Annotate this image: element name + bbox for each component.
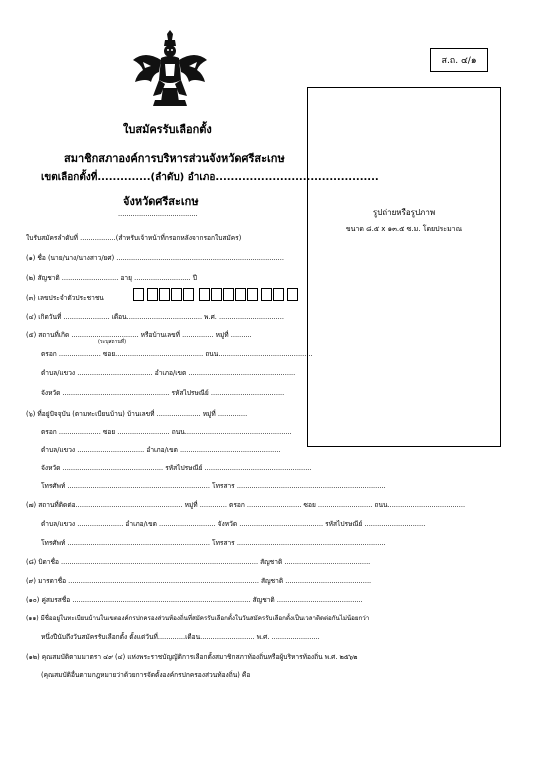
- field-name: (๑) ชื่อ (นาย/นาง/นางสาว/ยศ) ................................................................................: [26, 254, 284, 262]
- field-birthplace-province: จังหวัด ................................................... รหัสไปรษณีย์ ...................................: [41, 389, 285, 397]
- id-digit-boxes-5: [287, 288, 299, 301]
- form-code-box: [430, 48, 488, 72]
- form-code: ส.ถ. ๔/๑: [441, 56, 477, 66]
- province-dots: ......................................: [118, 210, 198, 218]
- field-mother: (๙) มารดาชื่อ ........................................................................................... สัญชาติ .........................................: [26, 577, 372, 585]
- field-contact-place: (๗) สถานที่ติดต่อ................................................... หมู่ที่ ............. ตรอก .......................... ซอย .......................... ถนน.....................................: [26, 501, 466, 509]
- field-registration-since: หนึ่งปีนับถึงวันสมัครรับเลือกตั้ง ตั้งแต่วันที่.............เดือน.......................... พ.ศ. .......................: [41, 633, 320, 641]
- birthplace-note: (ระบุสถานที่): [98, 339, 127, 345]
- field-qualification: (๑๒) คุณสมบัติตามมาตรา ๔๙ (๔) แห่งพระราชบัญญัติการเลือกตั้งสมาชิกสภาท้องถิ่นหรือผู้บริหารท้องถิ่น พ.ศ. ๒๕๖๒: [26, 653, 358, 661]
- form-subtitle: สมาชิกสภาองค์การบริหารส่วนจังหวัดศรีสะเกษ: [64, 152, 285, 165]
- province-line: จังหวัดศรีสะเกษ: [123, 195, 199, 208]
- district-line: เขตเลือกตั้งที่..............(ลำดับ) อำเภอ...........................................: [41, 172, 379, 183]
- field-qualification-other: (คุณสมบัติอื่นตามกฎหมายว่าด้วยการจัดตั้งองค์กรปกครองส่วนท้องถิ่น) คือ: [41, 671, 251, 679]
- field-birthplace-subdistrict: ตำบล/แขวง .................................... อำเภอ/เขต ...................................................: [41, 369, 296, 377]
- field-contact-subdistrict: ตำบล/แขวง ...................... อำเภอ/เขต ........................... จังหวัด ........................................ รหัสไปรษณีย์ .............................: [41, 520, 426, 528]
- field-birth-date: (๔) เกิดวันที่ ...................... เดือน.................................... พ.ศ. ...............................: [26, 313, 284, 321]
- field-contact-phone: โทรศัพท์ .................................................................... โทรสาร .......................................................................: [41, 539, 386, 547]
- field-house-registration: (๑๑) มีชื่ออยู่ในทะเบียนบ้านในเขตองค์กรปกครองส่วนท้องถิ่นที่สมัครรับเลือกตั้งในวันสมัครรับเลือกตั้งเป็นเวลาติดต่อกันไม่น้อยกว่า: [26, 615, 370, 622]
- field-birthplace-lane: ตรอก .................... ซอย.......................................... ถนน.............................................: [41, 350, 313, 358]
- field-address-phone: โทรศัพท์ .................................................................... โทรสาร .......................................................................: [41, 482, 386, 490]
- field-father: (๘) บิดาชื่อ .............................................................................................. สัญชาติ .........................................: [26, 558, 371, 566]
- field-address-province: จังหวัด ................................................ รหัสไปรษณีย์ ...................................................: [41, 464, 312, 472]
- field-id-number-label: (๓) เลขประจำตัวประชาชน: [26, 294, 104, 302]
- field-nationality-age: (๒) สัญชาติ ........................... อายุ ........................... ปี: [26, 274, 197, 282]
- id-digit-boxes-1: [133, 288, 145, 301]
- photo-placeholder: [307, 87, 501, 447]
- id-digit-boxes-4: [261, 288, 285, 301]
- field-spouse: (๑๐) คู่สมรสชื่อ ..................................................................................... สัญชาติ .........................................: [26, 596, 363, 604]
- id-digit-boxes-3: [199, 288, 259, 301]
- field-current-address: (๖) ที่อยู่ปัจจุบัน (ตามทะเบียนบ้าน) บ้านเลขที่ ..................... หมู่ที่ ..............: [26, 410, 248, 418]
- id-digit-boxes-2: [147, 288, 195, 301]
- field-address-subdistrict: ตำบล/แขวง ................................ อำเภอ/เขต ................................................: [41, 446, 281, 454]
- field-address-lane: ตรอก .................... ซอย ......................... ถนน...................................................: [41, 428, 292, 436]
- form-title: ใบสมัครรับเลือกตั้ง: [123, 123, 212, 136]
- receipt-number-line: ใบรับสมัครลำดับที่ .................(สำหรับเจ้าหน้าที่กรอกหลังจากรอกใบสมัคร): [26, 234, 242, 242]
- photo-caption: รูปถ่ายหรือรูปภาพ: [372, 208, 436, 217]
- field-birthplace: (๕) สถานที่เกิด ................................ หรือบ้านเลขที่ ............... หมู่ที่ ..........: [26, 331, 252, 339]
- photo-size: ขนาด ๘.๕ x ๑๓.๕ ซ.ม. โดยประมาณ: [345, 225, 463, 233]
- garuda-emblem-icon: [131, 30, 209, 108]
